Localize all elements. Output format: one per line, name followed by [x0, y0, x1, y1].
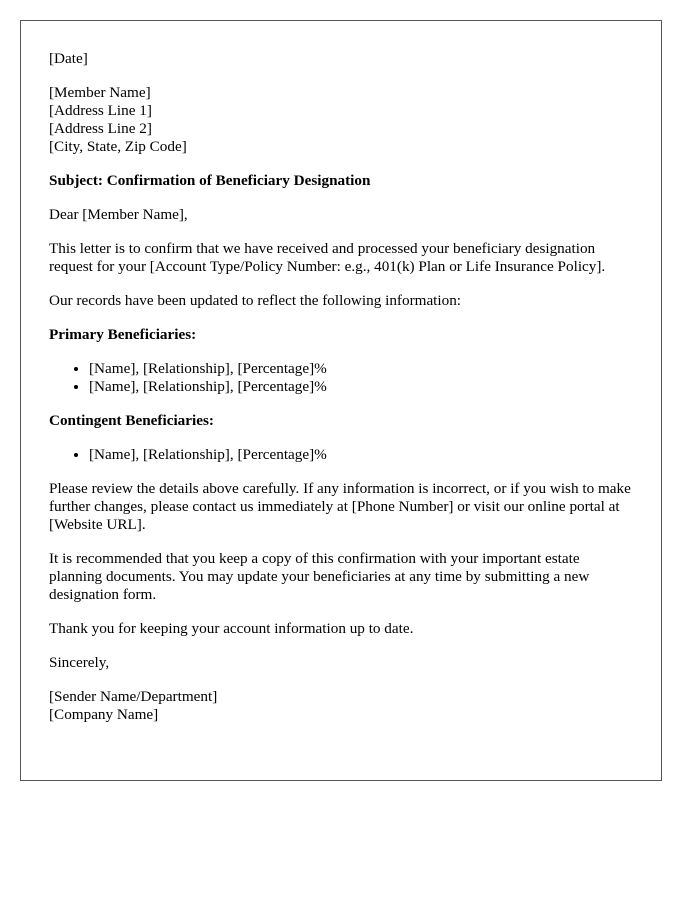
- contingent-beneficiaries-list: [49, 446, 633, 464]
- signature-block: [49, 688, 633, 724]
- primary-beneficiaries-heading: Primary Beneficiaries:: [49, 326, 197, 343]
- recipient-address-line-1: [Address Line 1]: [49, 102, 152, 119]
- intro-paragraph: This letter is to confirm that we have received and processed your beneficiary designation request for your [Account Type/Policy Number: e.g., 401(k) Plan or Life Insurance Policy].: [49, 240, 606, 275]
- list-item: • [Name], [Relationship], [Percentage]%: [89, 446, 633, 464]
- letter-date: [Date]: [49, 50, 88, 67]
- list-item: • [Name], [Relationship], [Percentage]%: [89, 360, 633, 378]
- recipient-address-line-2: [Address Line 2]: [49, 120, 152, 137]
- closing: Sincerely,: [49, 654, 110, 671]
- company-name: [Company Name]: [49, 706, 159, 723]
- recipient-name: [Member Name]: [49, 84, 151, 101]
- sender-name: [Sender Name/Department]: [49, 688, 218, 705]
- recipient-address: [49, 84, 633, 156]
- recipient-city-state-zip: [City, State, Zip Code]: [49, 138, 187, 155]
- review-paragraph: Please review the details above carefully. If any information is incorrect, or if you wish to make further changes, please contact us immediately at [Phone Number] or visit our online portal at [Website URL].: [49, 480, 631, 533]
- thanks-line: Thank you for keeping your account information up to date.: [49, 620, 414, 637]
- letter-subject: Subject: Confirmation of Beneficiary Designation: [49, 172, 371, 189]
- letter-page: [20, 20, 662, 781]
- list-item: • [Name], [Relationship], [Percentage]%: [89, 378, 633, 396]
- contingent-beneficiaries-heading: Contingent Beneficiaries:: [49, 412, 214, 429]
- recommendation-paragraph: It is recommended that you keep a copy of this confirmation with your important estate planning documents. You may update your beneficiaries at any time by submitting a new designation form.: [49, 550, 590, 603]
- primary-beneficiaries-list: [49, 360, 633, 396]
- records-note: Our records have been updated to reflect the following information:: [49, 292, 462, 309]
- salutation: Dear [Member Name],: [49, 206, 188, 223]
